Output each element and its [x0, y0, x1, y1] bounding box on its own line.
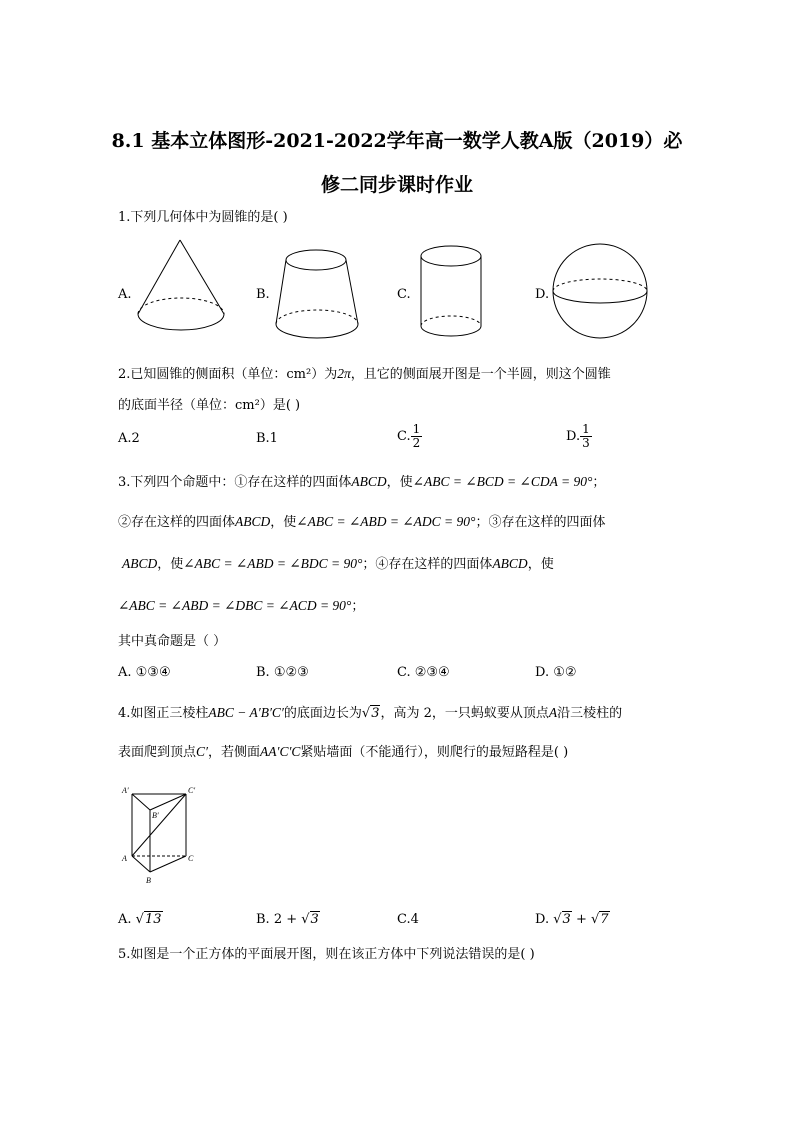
sqrt-radicand: 3: [310, 912, 319, 927]
q3-text: ，使: [157, 557, 184, 572]
label-b-prime: B′: [152, 811, 159, 820]
q4-option-b: [256, 911, 320, 929]
q3-math: ∠ABC = ∠ABD = ∠DBC = ∠ACD = 90°: [118, 598, 352, 613]
q3-math: ABCD: [122, 556, 158, 571]
q3-stem-line4: [118, 597, 364, 616]
q3-text: ；④存在这样的四面体: [362, 557, 493, 572]
q3-option-b: B. ①②③: [256, 665, 309, 680]
q4-option-a-prefix: A.: [118, 912, 136, 927]
q2-option-d-prefix: D.: [566, 429, 581, 444]
q3-text: ；③存在这样的四面体: [475, 515, 606, 530]
q3-math: ∠ABC = ∠ABD = ∠BDC = 90°: [183, 556, 363, 571]
q4-text: ，若侧面: [207, 745, 260, 760]
cylinder-icon: [418, 244, 488, 344]
q4-math: AA′C′C: [260, 744, 301, 759]
label-c: C: [188, 854, 194, 863]
q3-stem-line5: 其中真命题是（ ）: [118, 634, 227, 649]
sqrt-symbol: √3: [301, 912, 319, 927]
q2-stem-line2: 的底面半径（单位：cm²）是( ): [118, 398, 301, 413]
q4-text: 沿三棱柱的: [557, 706, 623, 721]
q3-stem-line1: [118, 473, 605, 492]
q4-text: 紧贴墙面（不能通行），则爬行的最短路程是( ): [300, 745, 569, 760]
plus-sign: +: [571, 912, 591, 927]
cone-icon: [132, 236, 232, 346]
q2-stem-line1: [118, 365, 611, 384]
page-title-line1: 8.1 基本立体图形-2021-2022学年高一数学人教A版（2019）必: [111, 130, 683, 152]
q4-text: 表面爬到顶点: [118, 745, 197, 760]
q3-math: ABCD: [492, 556, 528, 571]
q4-option-d-prefix: D.: [535, 912, 554, 927]
q3-math: ABCD: [351, 474, 387, 489]
q3-text: ②存在这样的四面体: [118, 515, 236, 530]
q3-text: ，使: [270, 515, 297, 530]
label-c-prime: C′: [188, 786, 196, 795]
q3-math: ABCD: [235, 514, 271, 529]
label-b: B: [146, 876, 151, 885]
sqrt-radicand: 13: [144, 912, 162, 927]
q3-option-c: C. ②③④: [397, 665, 450, 680]
q1-option-a-label: A.: [118, 287, 132, 302]
q3-text: 3.下列四个命题中：①存在这样的四面体: [118, 475, 352, 490]
fraction: [411, 423, 423, 450]
fraction-numerator: 1: [412, 422, 421, 436]
q2-option-c: [397, 423, 422, 450]
fraction-denominator: 2: [412, 436, 421, 450]
page-title-line2: 修二同步课时作业: [320, 174, 473, 196]
q4-text: 的底面边长为: [283, 706, 362, 721]
fraction: [580, 423, 592, 450]
q3-math: ∠ABC = ∠ABD = ∠ADC = 90°: [296, 514, 476, 529]
q4-option-a: [118, 911, 163, 929]
q2-option-d: [566, 423, 592, 450]
q4-math: ABC − A′B′C′: [208, 705, 284, 720]
q2-option-c-prefix: C.: [397, 429, 411, 444]
q3-text: ，使: [527, 557, 554, 572]
q3-stem-line2: [118, 513, 605, 532]
q3-option-d: D. ①②: [535, 665, 577, 680]
q3-text: ，使: [386, 475, 413, 490]
q1-stem: 1.下列几何体中为圆锥的是( ): [118, 210, 288, 225]
q2-math-2pi: 2π: [337, 366, 351, 381]
sphere-icon: [551, 242, 651, 342]
sqrt-radicand: 7: [600, 912, 609, 927]
sqrt-symbol: √3: [361, 706, 380, 721]
q2-text: ，且它的侧面展开图是一个半圆，则这个圆锥: [350, 367, 611, 382]
sqrt-radicand: 3: [562, 912, 571, 927]
q4-text: 4.如图正三棱柱: [118, 706, 209, 721]
q4-stem-line2: [118, 743, 568, 762]
q2-option-b: B.1: [256, 431, 278, 446]
sqrt-symbol: √13: [135, 912, 162, 927]
fraction-numerator: 1: [582, 422, 590, 436]
sqrt-radicand: 3: [371, 706, 380, 721]
q2-text: 2.已知圆锥的侧面积（单位：cm²）为: [118, 367, 338, 382]
q5-stem: 5.如图是一个正方体的平面展开图，则在该正方体中下列说法错误的是( ): [118, 947, 535, 962]
q1-option-c-label: C.: [397, 287, 411, 302]
q3-option-a: A. ①③④: [118, 665, 171, 680]
sqrt-symbol: √3: [553, 912, 571, 927]
q3-text: ；: [592, 475, 606, 490]
triangular-prism-figure: [118, 782, 208, 892]
q2-option-a: A.2: [118, 431, 140, 446]
q4-stem-line1: [118, 704, 622, 723]
q4-text: ，高为 2，一只蚂蚁要从顶点: [380, 706, 549, 721]
q4-option-b-prefix: B. 2 +: [256, 912, 302, 927]
q1-option-d-label: D.: [535, 287, 550, 302]
label-a-prime: A′: [122, 786, 129, 795]
q3-text: ；: [351, 599, 365, 614]
q1-option-b-label: B.: [256, 287, 270, 302]
q4-math: C′: [196, 744, 208, 759]
q4-option-d: [535, 911, 610, 929]
sqrt-symbol: √7: [590, 912, 609, 927]
q3-stem-line3: [122, 555, 554, 574]
frustum-icon: [272, 246, 372, 346]
q4-math: A: [548, 705, 558, 720]
q4-option-c: C.4: [397, 912, 419, 927]
q3-math: ∠ABC = ∠BCD = ∠CDA = 90°: [412, 474, 593, 489]
fraction-denominator: 3: [582, 436, 590, 450]
label-a: A: [122, 854, 127, 863]
